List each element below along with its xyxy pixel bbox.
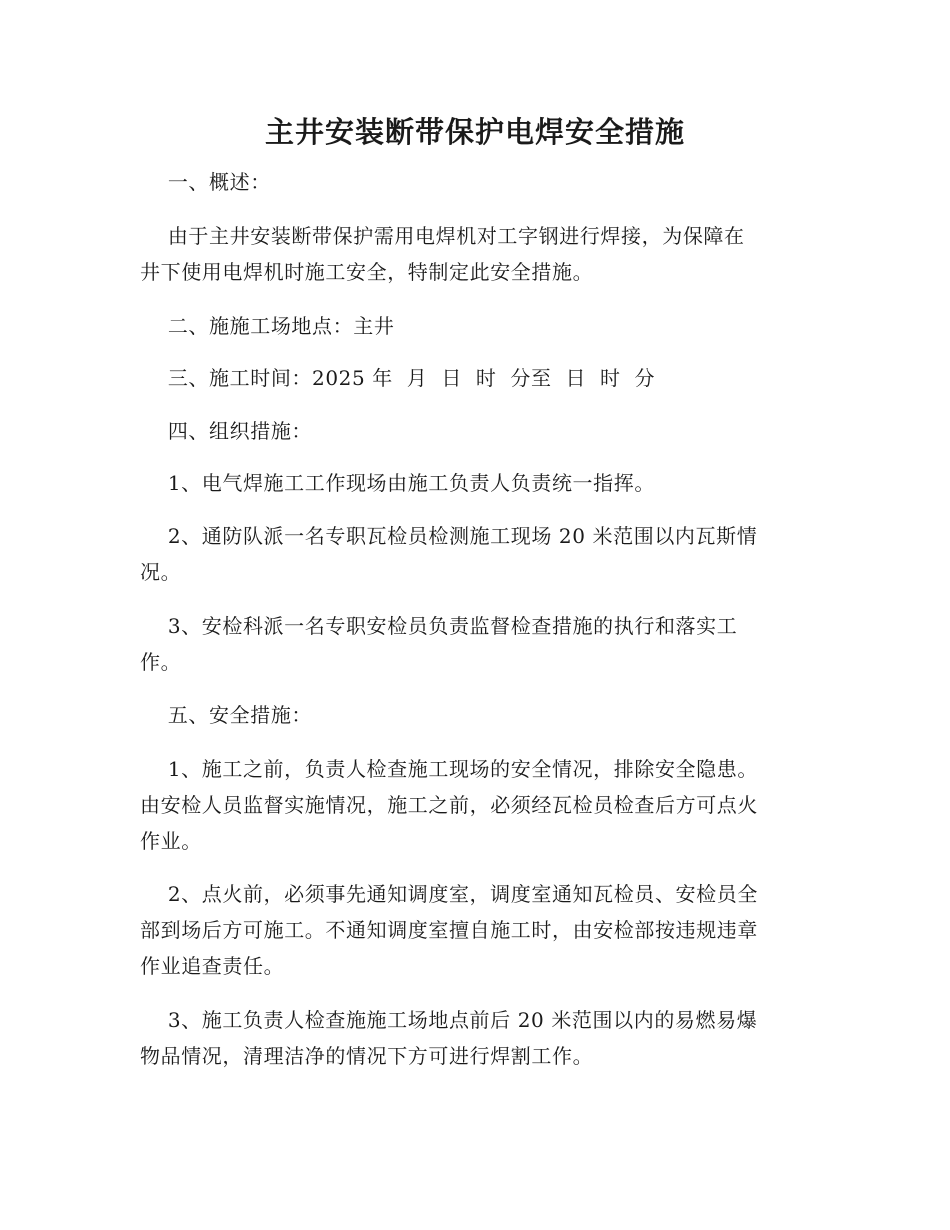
list-item-line: 由安检人员监督实施情况，施工之前，必须经瓦检员检查后方可点火 xyxy=(140,793,758,817)
list-item-line: 作业。 xyxy=(140,829,202,853)
section-heading-safety: 五、安全措施： xyxy=(140,703,313,727)
list-item-line: 作。 xyxy=(140,650,182,674)
list-item-line: 况。 xyxy=(140,560,182,584)
section-heading-organization: 四、组织措施： xyxy=(140,419,313,443)
section-heading-overview: 一、概述： xyxy=(140,170,271,194)
section-heading-time: 三、施工时间：2025 年 月 日 时 分至 日 时 分 xyxy=(140,366,656,390)
list-item-line: 作业追查责任。 xyxy=(140,954,285,978)
list-item-line: 1、施工之前，负责人检查施工现场的安全情况，排除安全隐患。 xyxy=(140,757,758,781)
paragraph-line: 井下使用电焊机时施工安全，特制定此安全措施。 xyxy=(140,260,594,284)
list-item-line: 2、点火前，必须事先通知调度室，调度室通知瓦检员、安检员全 xyxy=(140,882,758,906)
section-heading-location: 二、施施工场地点：主井 xyxy=(140,314,395,338)
document-title: 主井安装断带保护电焊安全措施 xyxy=(264,115,685,149)
list-item-line: 1、电气焊施工工作现场由施工负责人负责统一指挥。 xyxy=(140,471,655,495)
list-item-line: 3、施工负责人检查施施工场地点前后 20 米范围以内的易燃易爆 xyxy=(140,1008,758,1032)
list-item-line: 物品情况，清理洁净的情况下方可进行焊割工作。 xyxy=(140,1044,594,1068)
paragraph-line: 由于主井安装断带保护需用电焊机对工字钢进行焊接，为保障在 xyxy=(140,224,745,248)
list-item-line: 部到场后方可施工。不通知调度室擅自施工时，由安检部按违规违章 xyxy=(140,918,758,942)
list-item-line: 3、安检科派一名专职安检员负责监督检查措施的执行和落实工 xyxy=(140,614,738,638)
list-item-line: 2、通防队派一名专职瓦检员检测施工现场 20 米范围以内瓦斯情 xyxy=(140,524,758,548)
